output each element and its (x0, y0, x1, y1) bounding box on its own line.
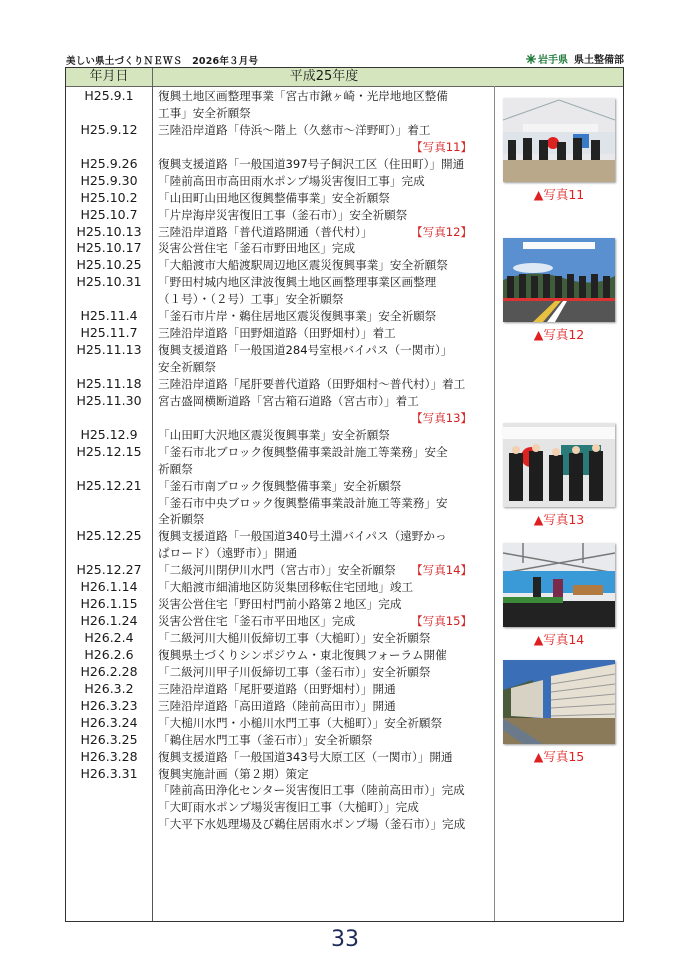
table-row (66, 630, 496, 647)
table-row (66, 766, 496, 783)
table-row (66, 88, 496, 105)
department-name: 県土整備部 (574, 55, 624, 66)
table-row (66, 545, 496, 562)
table-row (66, 681, 496, 698)
photo-14 (503, 543, 615, 648)
event-description: 「山田町大沢地区震災復興事業」安全祈願祭 (158, 427, 390, 442)
event-date: H26.2.4 (84, 630, 134, 645)
event-description: 復興支援道路「一般国道340号土淵バイパス（遠野かっ (158, 529, 447, 544)
photo-reference-tag: 【写真14】 (411, 563, 473, 578)
event-date: H26.3.25 (80, 731, 138, 747)
event-description: 災害公営住宅「釜石市平田地区」完成 (158, 614, 356, 629)
event-description: 三陸沿岸道路「高田道路（陸前高田市）」開通 (158, 698, 396, 713)
table-row (66, 698, 496, 715)
event-description: 「陸前高田市高田雨水ポンプ場災害復旧工事」完成 (158, 173, 425, 188)
event-description: 「大船渡市細浦地区防災集団移転住宅団地」竣工 (158, 580, 414, 595)
event-date: H25.12.27 (76, 562, 142, 578)
photo-15 (503, 660, 615, 765)
photo-13-caption: ▲写真13 (533, 512, 585, 527)
event-date: H25.12.15 (76, 443, 142, 459)
table-header (66, 68, 623, 87)
photo-15-image (503, 660, 615, 744)
table-row (66, 596, 496, 613)
photo-12 (503, 238, 615, 343)
event-description: 復興土地区画整理事業「宮古市鍬ヶ崎・光岸地地区整備 (158, 89, 448, 103)
event-description: 安全祈願祭 (158, 360, 216, 374)
event-date: H26.2.6 (84, 646, 134, 662)
event-date: H25.10.25 (76, 257, 142, 273)
event-description: 「釜石市片岸・鵜住居地区震災復興事業」安全祈願祭 (158, 309, 437, 324)
event-description: 復興支援道路「一般国道343号大原工区（一関市）」開通 (158, 749, 453, 764)
table-row (66, 122, 496, 139)
table-row (66, 478, 496, 495)
table-row (66, 139, 496, 156)
event-date: H26.3.23 (80, 697, 138, 713)
event-date: H26.3.2 (84, 680, 134, 696)
table-row (66, 799, 496, 816)
photo-11-caption: ▲写真11 (533, 187, 585, 202)
event-description: 「大船渡市大船渡駅周辺地区震災復興事業」安全祈願祭 (158, 258, 448, 273)
event-date: H25.10.17 (76, 240, 142, 256)
table-row (66, 393, 496, 410)
event-description: 「釜石市南ブロック復興整備事業」安全祈願祭 (158, 478, 402, 493)
photo-14-image (503, 543, 615, 627)
table-row (66, 647, 496, 664)
event-date: H26.1.15 (80, 596, 138, 612)
event-date: H25.9.30 (80, 172, 138, 188)
event-description: 祈願祭 (158, 461, 193, 476)
photo-reference-tag: 【写真13】 (411, 410, 473, 425)
event-date: H25.9.26 (80, 155, 138, 171)
events-table (65, 67, 624, 922)
table-row (66, 274, 496, 291)
table-row (66, 579, 496, 596)
event-date: H25.12.25 (76, 528, 142, 544)
event-description: 復興実施計画（第２期）策定 (158, 766, 309, 781)
table-row (66, 156, 496, 173)
table-row (66, 528, 496, 545)
table-row (66, 461, 496, 478)
event-date: H25.10.31 (76, 274, 142, 290)
event-description: 三陸沿岸道路「尾肝要普代道路（田野畑村～普代村）」着工 (158, 376, 466, 391)
table-row (66, 308, 496, 325)
table-body (66, 88, 496, 833)
table-row (66, 173, 496, 190)
table-row (66, 715, 496, 732)
event-date: H26.2.28 (80, 663, 138, 679)
event-description: 「鵜住居水門工事（釜石市）」安全祈願祭 (158, 732, 373, 747)
event-description: 「野田村城内地区津波復興土地区画整理事業区画整理 (158, 275, 437, 290)
event-date: H26.3.28 (80, 748, 138, 764)
table-row (66, 376, 496, 393)
photo-12-caption: ▲写真12 (533, 327, 585, 342)
newsletter-title: 美しい県土づくりＮＥＷＳ 2026年３月号 (66, 56, 259, 67)
prefecture-name: 岩手県 (538, 55, 568, 66)
table-row (66, 410, 496, 427)
table-row (66, 224, 496, 241)
header-branding (525, 51, 624, 66)
event-date: H25.11.18 (76, 375, 142, 391)
photo-12-image (503, 238, 615, 322)
table-row (66, 240, 496, 257)
event-date: H25.11.7 (80, 325, 138, 341)
event-description: 「陸前高田浄化センター災害復旧工事（陸前高田市）」完成 (158, 783, 465, 798)
event-date: H25.10.2 (80, 189, 138, 205)
table-row (66, 495, 496, 512)
table-row (66, 105, 496, 122)
table-row (66, 359, 496, 376)
table-row (66, 782, 496, 799)
event-date: H25.12.9 (80, 426, 138, 442)
table-row (66, 613, 496, 630)
event-description: 「大町雨水ポンプ場災害復旧工事（大槌町）」完成 (158, 800, 419, 815)
photo-reference-tag: 【写真12】 (411, 224, 473, 239)
page-number: 33 (331, 927, 359, 952)
prefecture-logo (525, 51, 568, 66)
event-date: H25.11.4 (80, 308, 138, 324)
event-date: H26.3.24 (80, 714, 138, 730)
event-date: H26.1.24 (80, 613, 138, 629)
event-date: H25.12.21 (76, 477, 142, 493)
event-date: H25.11.13 (76, 342, 142, 358)
table-row (66, 342, 496, 359)
event-description: （１号）・（２号）工事」安全祈願祭 (158, 292, 344, 307)
photo-reference-tag: 【写真15】 (411, 614, 473, 629)
table-row (66, 664, 496, 681)
photo-11-image (503, 98, 615, 182)
photo-reference-tag: 【写真11】 (411, 139, 473, 154)
table-row (66, 816, 496, 833)
event-description: 宮古盛岡横断道路「宮古箱石道路（宮古市）」着工 (158, 393, 419, 408)
table-row (66, 207, 496, 224)
event-description: 「片岸海岸災害復旧工事（釜石市）」安全祈願祭 (158, 207, 408, 222)
table-row (66, 562, 496, 579)
photo-11 (503, 98, 615, 203)
event-date: H25.10.7 (80, 206, 138, 222)
event-description: 三陸沿岸道路「侍浜～階上（久慈市～洋野町）」着工 (158, 122, 431, 137)
event-description: 三陸沿岸道路「田野畑道路（田野畑村）」着工 (158, 326, 396, 341)
event-date: H25.11.30 (76, 392, 142, 408)
event-date: H26.1.14 (80, 579, 138, 595)
event-date: H25.9.1 (84, 88, 134, 103)
photo-15-caption: ▲写真15 (533, 749, 585, 764)
table-row (66, 257, 496, 274)
col-header-fiscal-year: 平成25年度 (289, 69, 359, 84)
event-description: 復興支援道路「一般国道397号子飼沢工区（住田町）」開通 (158, 156, 465, 171)
table-row (66, 190, 496, 207)
table-row (66, 291, 496, 308)
event-description: 復興県土づくりシンポジウム・東北復興フォーラム開催 (158, 647, 447, 662)
event-date: H25.9.12 (80, 121, 138, 137)
event-date: H26.3.31 (80, 765, 138, 781)
photo-14-caption: ▲写真14 (533, 632, 585, 647)
photo-13 (503, 423, 615, 528)
event-description: 「釜石市北ブロック復興整備事業設計施工等業務」安全 (158, 444, 448, 459)
table-row (66, 732, 496, 749)
event-description: 全祈願祭 (158, 512, 205, 527)
event-description: ぱロード）（遠野市）」開通 (158, 546, 298, 561)
event-description: 「大槌川水門・小槌川水門工事（大槌町）」安全祈願祭 (158, 715, 443, 730)
event-description: 「山田町山田地区復興整備事業」安全祈願祭 (158, 190, 390, 205)
table-row (66, 444, 496, 461)
table-row (66, 325, 496, 342)
table-row (66, 427, 496, 444)
photo-13-image (503, 423, 615, 507)
event-description: 三陸沿岸道路「尾肝要道路（田野畑村）」開通 (158, 681, 396, 696)
event-description: 「大平下水処理場及び鵜住居雨水ポンプ場（釜石市）」完成 (158, 817, 466, 832)
table-row (66, 511, 496, 528)
event-description: 災害公営住宅「釜石市野田地区」完成 (158, 241, 356, 256)
event-description: 災害公営住宅「野田村門前小路第２地区」完成 (158, 597, 402, 612)
col-header-date: 年月日 (66, 68, 153, 86)
event-description: 「二級河川閉伊川水門（宮古市）」安全祈願祭 (158, 563, 396, 578)
event-description: 「二級河川大槌川仮締切工事（大槌町）」安全祈願祭 (158, 631, 431, 645)
event-description: 三陸沿岸道路「普代道路開通（普代村）」 (158, 224, 373, 239)
event-description: 「二級河川甲子川仮締切工事（釜石市）」安全祈願祭 (158, 664, 431, 679)
event-description: 工事」安全祈願祭 (158, 105, 251, 120)
event-description: 「釜石市中央ブロック復興整備事業設計施工等業務」安 (158, 495, 448, 510)
event-description: 復興支援道路「一般国道284号室根バイパス（一関市）」 (158, 343, 453, 358)
event-date: H25.10.13 (76, 223, 142, 239)
prefecture-emblem-icon (525, 53, 537, 65)
table-row (66, 749, 496, 766)
